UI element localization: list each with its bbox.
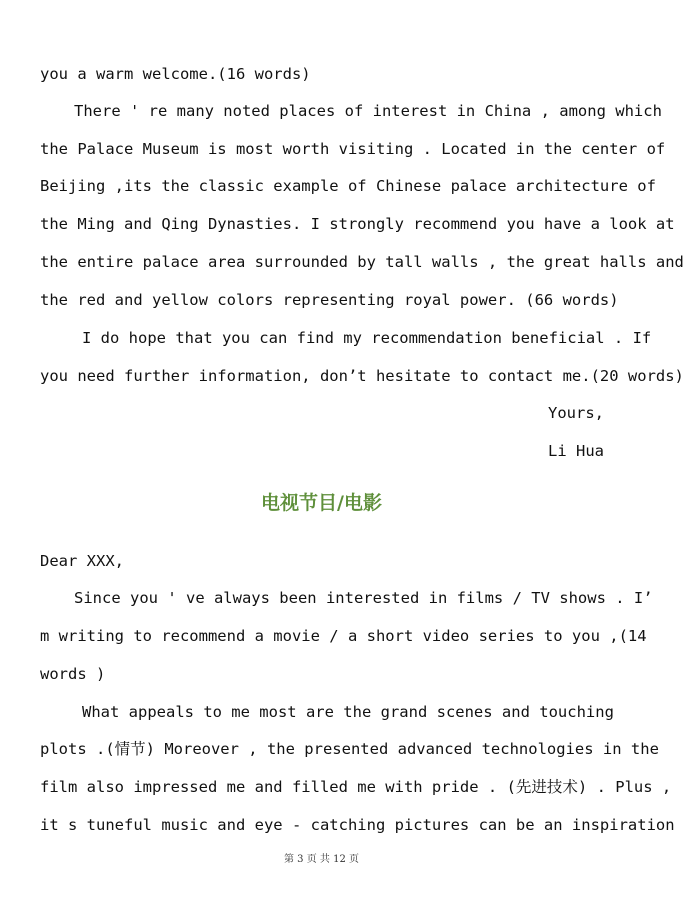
- letter-closing: Yours,: [548, 404, 604, 422]
- paragraph-line: you a warm welcome.(16 words): [40, 65, 311, 83]
- paragraph-line: the Palace Museum is most worth visiting . Located in the center of: [40, 140, 666, 158]
- paragraph-line: Since you ' ve always been interested in films / TV shows . I’: [74, 589, 653, 607]
- paragraph-line: There ' re many noted places of interest in China , among which: [74, 102, 662, 120]
- paragraph-line: Beijing ,its the classic example of Chinese palace architecture of: [40, 177, 656, 195]
- paragraph-line: the red and yellow colors representing royal power. (66 words): [40, 291, 619, 309]
- paragraph-line: What appeals to me most are the grand scenes and touching: [82, 703, 614, 721]
- paragraph-line: I do hope that you can find my recommendation beneficial . If: [82, 329, 652, 347]
- section-heading: 电视节目/电影: [261, 492, 382, 514]
- page-number: 第 3 页 共 12 页: [284, 854, 359, 865]
- letter-salutation: Dear XXX,: [40, 552, 124, 570]
- paragraph-line: m writing to recommend a movie / a short video series to you ,(14: [40, 627, 647, 645]
- paragraph-line: the entire palace area surrounded by tall walls , the great halls and: [40, 253, 684, 271]
- paragraph-line: the Ming and Qing Dynasties. I strongly recommend you have a look at: [40, 215, 675, 233]
- paragraph-line: it s tuneful music and eye - catching pictures can be an inspiration: [40, 816, 675, 834]
- paragraph-line: you need further information, don’t hesitate to contact me.(20 words): [40, 367, 684, 385]
- letter-signature: Li Hua: [548, 442, 604, 460]
- paragraph-line: words ): [40, 665, 106, 683]
- paragraph-line: film also impressed me and filled me with pride . (先进技术) . Plus ,: [40, 778, 672, 796]
- paragraph-line: plots .(情节) Moreover , the presented advanced technologies in the: [40, 740, 659, 758]
